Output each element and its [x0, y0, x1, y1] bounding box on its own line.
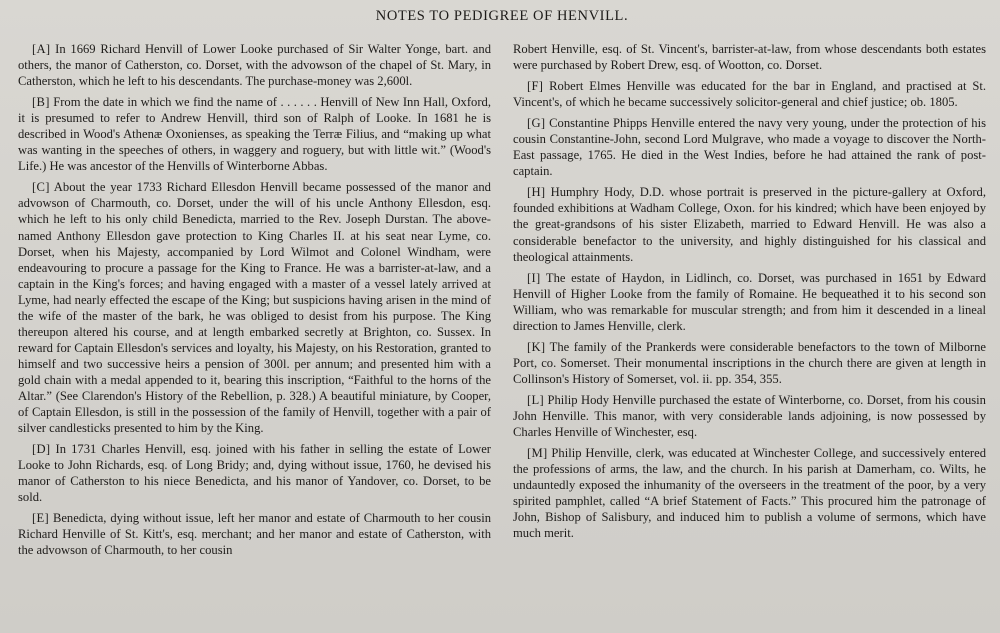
note-text: In 1669 Richard Henvill of Lower Looke purchased of Sir Walter Yonge, bart. and others, the manor of Catherston, co. Dorset, with the advowson of the chapel of St. Mary, in Catherston, which he left to his descendants. The purchase-money was 2,600l.: [18, 42, 491, 89]
note-text: Benedicta, dying without issue, left her manor and estate of Charmouth to her cousin Richard Henville of St. Kitt's, esq. merchant; and her manor and estate of Catherston, with the advowson of Charmouth, to her cousin: [18, 511, 492, 558]
note-e-continued: [513, 41, 986, 73]
note-key: [E]: [32, 511, 49, 526]
note-text: The estate of Haydon, in Lidlinch, co. Dorset, was purchased in 1651 by Edward Henvill of Higher Looke from the family of Romaine. He bequeathed it to his second son William, who was remarkable for muscular strength; and from him it descended in a lineal direction to James Henville, clerk.: [513, 270, 986, 333]
right-column: [513, 41, 986, 563]
note-f: [513, 78, 986, 110]
two-column-text: [18, 41, 986, 563]
note-b: [18, 94, 491, 174]
note-key: [M]: [527, 446, 548, 461]
note-key: [D]: [32, 442, 51, 457]
note-key: [I]: [527, 270, 541, 285]
note-text: About the year 1733 Richard Ellesdon Henvill became possessed of the manor and advowson of Charmouth, co. Dorset, under the will of his uncle Anthony Ellesdon, esq. which he left to his only child Benedicta, married to the Rev. Joseph Durstan. The above-named Anthony Ellesdon gave protection to King Charles II. at his seat near Lyme, co. Dorset, when his Majesty, accompanied by Lord Wilmot and Colonel Windham, were endeavouring to procure a passage for the King to France. He was a barrister-at-law, and a captain in the King's forces; and having engaged with a master of a vessel lately arrived at Lyme, had nearly effected the escape of the King; but suspicions having arisen in the mind of the wife of the master of the bark, he was obliged to desist from his purpose. The King thereupon altered his course, and at length embarked secretly at Brighton, co. Sussex. In reward for Captain Ellesdon's services and loyalty, his Majesty, on his Restoration, granted to himself and two successive heirs a pension of 300l. per annum; and presented him with a gold chain with a medal appended to it, bearing this inscription, “Faithful to the horns of the Altar.” (See Clarendon's History of the Rebellion, p. 328.) A beautiful miniature, by Cooper, of Captain Ellesdon, is still in the possession of the family of Henvill, together with a pair of silver candlesticks presented to him by the King.: [18, 180, 491, 436]
note-key: [K]: [527, 339, 546, 354]
note-a: [18, 41, 491, 89]
note-g: [513, 115, 986, 179]
page-title: NOTES TO PEDIGREE OF HENVILL.: [375, 8, 629, 24]
note-key: [C]: [32, 180, 50, 195]
note-h: [513, 184, 986, 264]
note-text: Robert Henville, esq. of St. Vincent's, barrister-at-law, from whose descendants both estates were purchased by Robert Drew, esq. of Wootton, co. Dorset.: [513, 42, 986, 73]
note-text: Robert Elmes Henville was educated for the bar in England, and practised at St. Vincent's, of which he became successively solicitor-general and chief justice; ob. 1805.: [513, 79, 986, 110]
note-c: [18, 179, 491, 436]
note-text: From the date in which we find the name of . . . . . . Henvill of New Inn Hall, Oxford, it is presumed to refer to Andrew Henvill, third son of Ralph of Looke. In 1681 he is described in Wood's Athenæ Oxonienses, as speaking the Terræ Filius, and “making up what was wanting in the speeches of others, in waggery and roguery, but with little wit.” (Wood's Life.) He was ancestor of the Henvills of Winterborne Abbas.: [18, 95, 491, 174]
note-m: [513, 445, 986, 541]
note-key: [H]: [527, 185, 546, 200]
note-e: [18, 510, 491, 558]
note-i: [513, 270, 986, 334]
note-d: [18, 441, 491, 505]
note-key: [B]: [32, 95, 50, 110]
note-key: [G]: [527, 116, 546, 131]
note-text: Constantine Phipps Henville entered the navy very young, under the protection of his cousin Constantine-John, second Lord Mulgrave, who made a voyage to discover the North-East passage, 1765. He died in the West Indies, before he had attained the rank of post-captain.: [513, 116, 986, 179]
note-text: Philip Henville, clerk, was educated at Winchester College, and successively entered the professions of arms, the law, and the church. In his parish at Damerham, co. Wilts, he undauntedly exposed the inhumanity of the overseers in the treatment of the poor, by a very spirited pamphlet, called “A brief Statement of Facts.” This procured him the patronage of John, Bishop of Salisbury, and induced him to publish a volume of sermons, which have much merit.: [513, 446, 987, 541]
left-column: [18, 41, 491, 563]
note-key: [F]: [527, 79, 544, 94]
note-key: [L]: [527, 392, 544, 407]
note-l: [513, 392, 986, 440]
note-k: [513, 339, 986, 387]
note-text: Philip Hody Henville purchased the estate of Winterborne, co. Dorset, from his cousin John Henville. This manor, with very considerable lands adjoining, is now possessed by Charles Henville of Winchester, esq.: [513, 392, 986, 440]
note-key: [A]: [32, 42, 51, 56]
note-text: In 1731 Charles Henvill, esq. joined with his father in selling the estate of Lower Looke to John Richards, esq. of Long Bridy; and, dying without issue, 1760, he devised his manor of Catherston to his niece Benedicta, and his manor of Yandover, co. Dorset, to be sold.: [18, 442, 491, 505]
note-text: Humphry Hody, D.D. whose portrait is preserved in the picture-gallery at Oxford, founded exhibitions at Wadham College, Oxon. for his kindred; which have been enjoyed by the great-grandsons of his sister Elizabeth, married to Edward Henvill. He was also a considerable benefactor to the university, and highly distinguished for his classical and theological attainments.: [513, 185, 987, 264]
note-text: The family of the Prankerds were considerable benefactors to the town of Milborne Port, co. Somerset. Their monumental inscriptions in the church there are given at length in Collinson's History of Somerset, vol. ii. pp. 354, 355.: [513, 339, 986, 386]
